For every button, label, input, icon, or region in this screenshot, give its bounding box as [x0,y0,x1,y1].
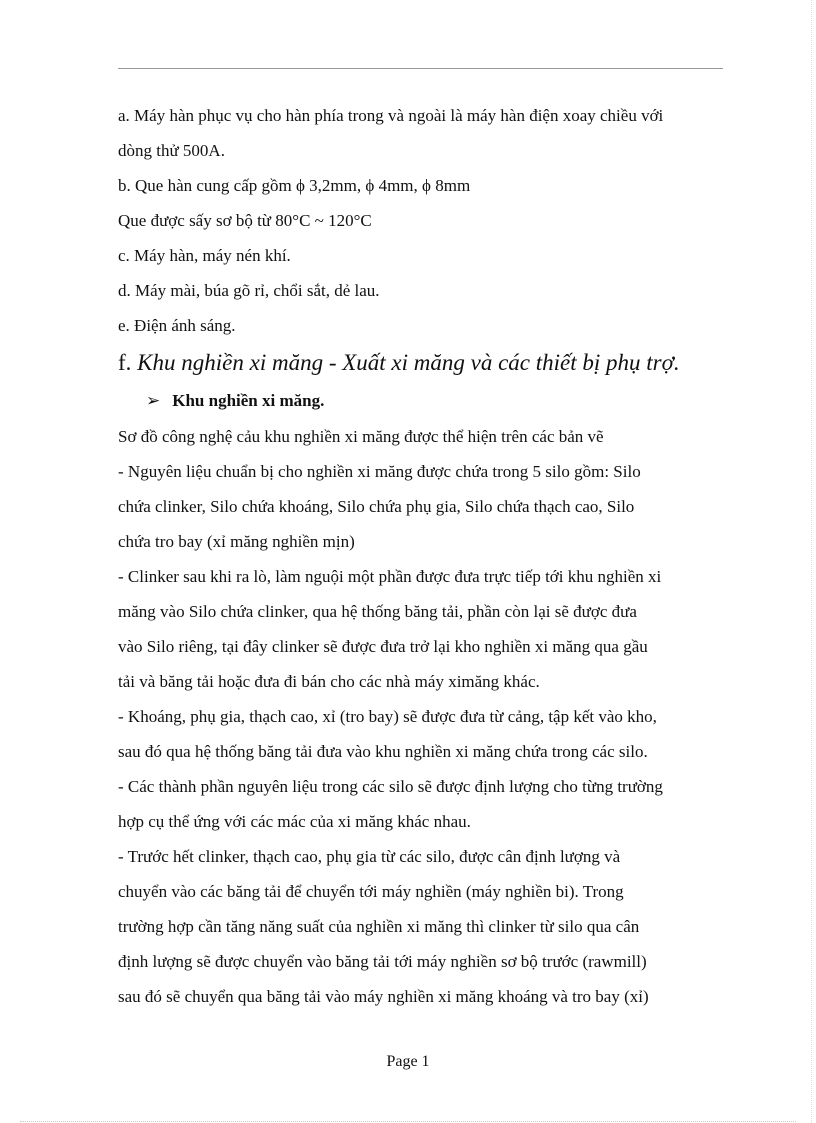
page-number: Page 1 [386,1053,430,1070]
body-line-6: măng vào Silo chứa clinker, qua hệ thống băng tải, phần còn lại sẽ được đưa [118,602,637,621]
item-e: e. Điện ánh sáng. [118,316,236,335]
item-b-line-2: Que được sấy sơ bộ từ 80°C ~ 120°C [118,211,372,230]
body-line-2: - Nguyên liệu chuẩn bị cho nghiền xi măng được chứa trong 5 silo gồm: Silo [118,462,641,481]
body-line-4: chứa tro bay (xỉ măng nghiền mịn) [118,532,355,551]
item-b-line-1: b. Que hàn cung cấp gồm ϕ 3,2mm, ϕ 4mm, ϕ 8mm [118,176,471,195]
body-line-17: sau đó sẽ chuyển qua băng tải vào máy nghiền xi măng khoáng và tro bay (xỉ) [118,987,649,1006]
body-line-9: - Khoáng, phụ gia, thạch cao, xỉ (tro bay) sẽ được đưa từ cảng, tập kết vào kho, [118,707,657,726]
section-f-heading [118,343,728,383]
section-f-title: Khu nghiền xi măng - Xuất xi măng và các thiết bị phụ trợ. [137,350,680,375]
body-line-5: - Clinker sau khi ra lò, làm nguội một phần được đưa trực tiếp tới khu nghiền xi [118,567,662,586]
body-line-8: tải và băng tải hoặc đưa đi bán cho các nhà máy ximăng khác. [118,672,540,691]
item-a-line-2: dòng thử 500A. [118,141,225,160]
item-c: c. Máy hàn, máy nén khí. [118,246,291,265]
arrow-bullet-icon: ➢ [146,391,161,410]
item-a-line-1: a. Máy hàn phục vụ cho hàn phía trong và ngoài là máy hàn điện xoay chiều với [118,106,664,125]
header-rule [118,68,723,69]
body-line-16: định lượng sẽ được chuyển vào băng tải tới máy nghiền sơ bộ trước (rawmill) [118,952,647,971]
page-right-border [811,0,812,1123]
item-d: d. Máy mài, búa gõ rỉ, chổi sắt, dẻ lau. [118,281,380,300]
body-line-11: - Các thành phần nguyên liệu trong các silo sẽ được định lượng cho từng trường [118,777,663,796]
body-line-12: hợp cụ thể ứng với các mác của xi măng khác nhau. [118,812,471,831]
body-line-13: - Trước hết clinker, thạch cao, phụ gia từ các silo, được cân định lượng và [118,847,621,866]
document-body [118,98,728,1014]
section-f-label: f. [118,350,132,375]
body-line-14: chuyển vào các băng tải để chuyển tới máy nghiền (máy nghiền bi). Trong [118,882,624,901]
subsection-title: Khu nghiền xi măng. [172,391,325,410]
subsection-heading [146,383,728,419]
body-line-7: vào Silo riêng, tại đây clinker sẽ được đưa trở lại kho nghiền xi măng qua gầu [118,637,648,656]
body-line-1: Sơ đồ công nghệ cảu khu nghiền xi măng được thể hiện trên các bản vẽ [118,427,604,446]
body-line-10: sau đó qua hệ thống băng tải đưa vào khu nghiền xi măng chứa trong các silo. [118,742,648,761]
page-bottom-border [20,1121,796,1122]
body-line-15: trường hợp cần tăng năng suất của nghiền xi măng thì clinker từ silo qua cân [118,917,640,936]
body-line-3: chứa clinker, Silo chứa khoáng, Silo chứa phụ gia, Silo chứa thạch cao, Silo [118,497,635,516]
